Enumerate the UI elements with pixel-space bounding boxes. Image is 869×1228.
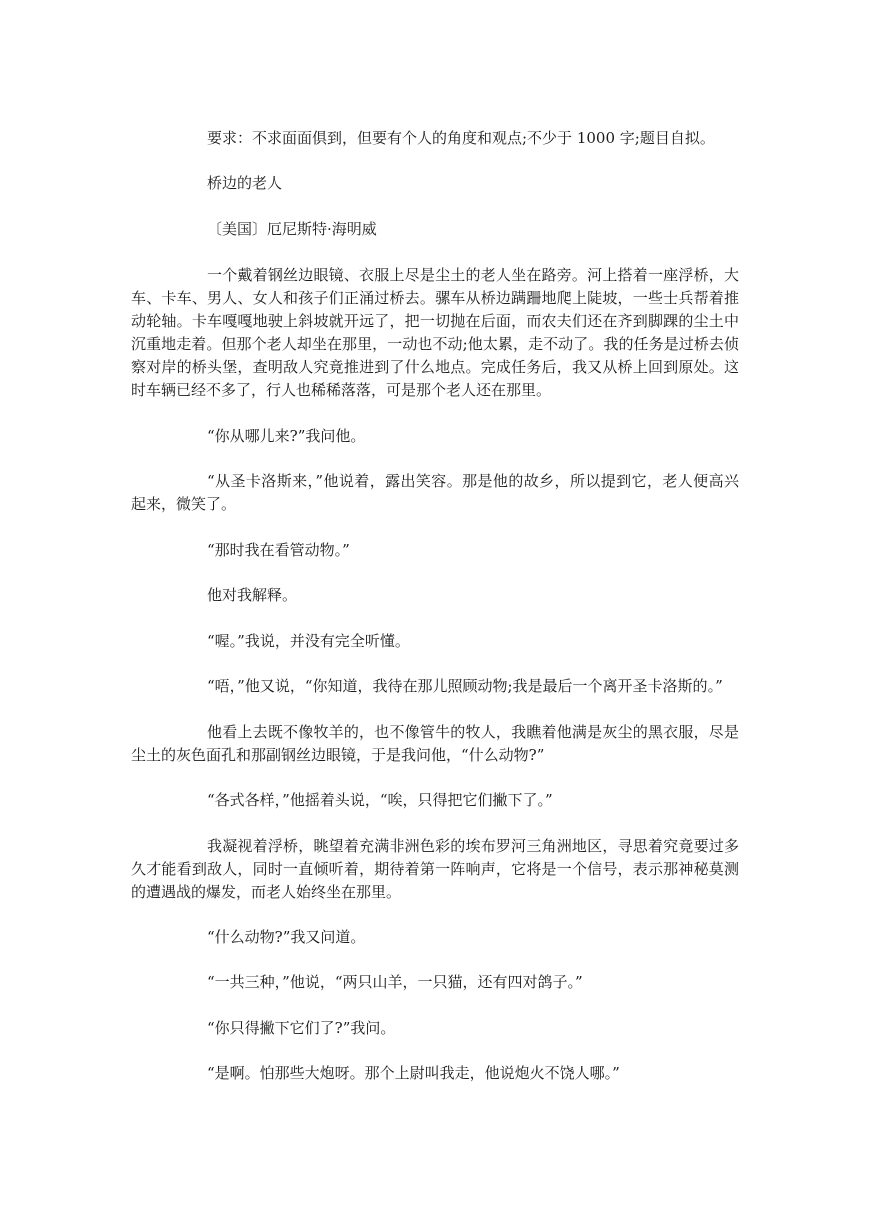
story-paragraph: 我凝视着浮桥，眺望着充满非洲色彩的埃布罗河三角洲地区，寻思着究竟要过多久才能看到敌人，同时一直倾听着，期待着第一阵响声，它将是一个信号，表示那神秘莫测的遭遇战的爆发，而老人始终坐在那里。 (131, 837, 739, 901)
story-paragraph: 他看上去既不像牧羊的，也不像管牛的牧人，我瞧着他满是灰尘的黑衣服，尽是尘土的灰色面孔和那副钢丝边眼镜，于是我问他，“什么动物?” (131, 723, 739, 764)
story-paragraph: “你只得撇下它们了?”我问。 (207, 1019, 396, 1037)
story-title: 桥边的老人 (207, 174, 283, 192)
story-paragraph: “是啊。怕那些大炮呀。那个上尉叫我走，他说炮火不饶人哪。” (207, 1064, 620, 1082)
story-paragraph: “那时我在看管动物。” (207, 541, 350, 559)
story-paragraph: “唔，”他又说，“你知道，我待在那儿照顾动物;我是最后一个离开圣卡洛斯的。” (207, 677, 723, 695)
story-paragraph: “什么动物?”我又问道。 (207, 928, 366, 946)
story-paragraph: “喔。”我说，并没有完全听懂。 (207, 632, 410, 650)
story-paragraph: “各式各样，”他摇着头说，“唉，只得把它们撇下了。” (207, 791, 553, 809)
story-paragraph: “从圣卡洛斯来，”他说着，露出笑容。那是他的故乡，所以提到它，老人便高兴起来，微笑了。 (131, 472, 739, 513)
story-author: 〔美国〕厄尼斯特·海明威 (207, 220, 377, 238)
story-paragraph: 一个戴着钢丝边眼镜、衣服上尽是尘土的老人坐在路旁。河上搭着一座浮桥，大车、卡车、男人、女人和孩子们正涌过桥去。骡车从桥边蹒跚地爬上陡坡，一些士兵帮着推动轮轴。卡车嘎嘎地驶上斜坡就开远了，把一切抛在后面，而农夫们还在齐到脚踝的尘土中沉重地走着。但那个老人却坐在那里，一动也不动;他太累，走不动了。我的任务是过桥去侦察对岸的桥头堡，查明敌人究竟推进到了什么地点。完成任务后，我又从桥上回到原处。这时车辆已经不多了，行人也稀稀落落，可是那个老人还在那里。 (131, 266, 739, 399)
story-paragraph: “一共三种，”他说，“两只山羊，一只猫，还有四对鸽子。” (207, 973, 583, 991)
story-paragraph: 他对我解释。 (207, 586, 298, 604)
requirement-paragraph: 要求：不求面面俱到，但要有个人的角度和观点;不少于 1000 字;题目自拟。 (207, 129, 715, 147)
story-paragraph: “你从哪儿来?”我问他。 (207, 427, 366, 445)
